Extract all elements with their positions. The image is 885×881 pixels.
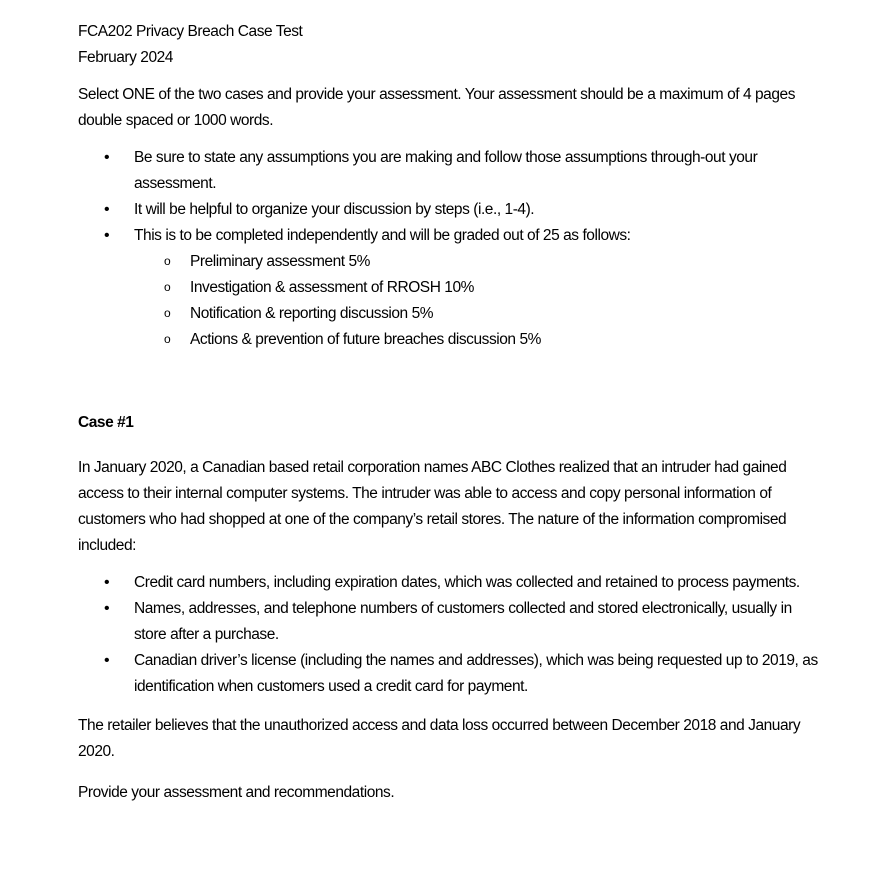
- case-title: Case #1: [78, 414, 134, 431]
- list-item: • It will be helpful to organize your discussion by steps (i.e., 1-4).: [78, 197, 818, 223]
- case-closing: Provide your assessment and recommendations.: [78, 784, 395, 801]
- document-date: February 2024: [78, 49, 173, 66]
- list-item-text: This is to be completed independently and will be graded out of 25 as follows:: [134, 227, 631, 244]
- case-belief-paragraph: The retailer believes that the unauthorized access and data loss occurred between December 2018 and January 2020.: [78, 717, 801, 760]
- compromised-info-list: [78, 570, 818, 700]
- document-title: FCA202 Privacy Breach Case Test: [78, 23, 303, 40]
- instructions-list: [78, 145, 818, 353]
- list-item: • Credit card numbers, including expiration dates, which was collected and retained to process payments.: [78, 570, 818, 596]
- grading-list: [134, 249, 818, 353]
- intro-paragraph: Select ONE of the two cases and provide your assessment. Your assessment should be a maximum of 4 pages double spaced or 1000 words.: [78, 86, 795, 129]
- list-item: • Be sure to state any assumptions you are making and follow those assumptions through-out your assessment.: [78, 145, 818, 197]
- list-item: • Names, addresses, and telephone numbers of customers collected and stored electronically, usually in store after a purchase.: [78, 596, 818, 648]
- grading-item: o Actions & prevention of future breaches discussion 5%: [134, 327, 818, 353]
- list-item: [78, 223, 818, 353]
- case-description: In January 2020, a Canadian based retail corporation names ABC Clothes realized that an intruder had gained access to their internal computer systems. The intruder was able to access and copy personal information of customers who had shopped at one of the company’s retail stores. The nature of the information compromised included:: [78, 459, 787, 554]
- document-page: [78, 19, 818, 806]
- grading-item: o Preliminary assessment 5%: [134, 249, 818, 275]
- list-item: • Canadian driver’s license (including the names and addresses), which was being requested up to 2019, as identification when customers used a credit card for payment.: [78, 648, 818, 700]
- grading-item: o Investigation & assessment of RROSH 10%: [134, 275, 818, 301]
- grading-item: o Notification & reporting discussion 5%: [134, 301, 818, 327]
